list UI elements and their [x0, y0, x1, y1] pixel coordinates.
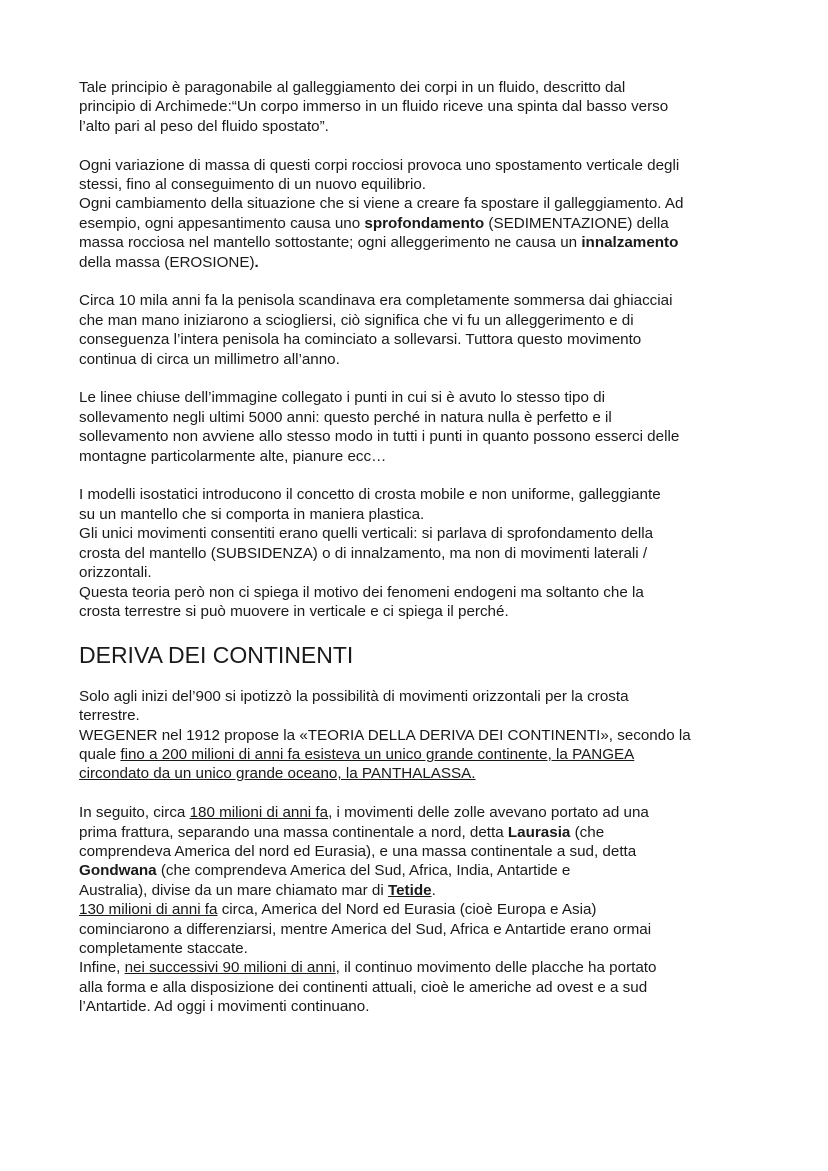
text-run: Australia), divise da un mare chiamato mar di	[79, 881, 388, 899]
text-line: Questa teoria però non ci spiega il motivo dei fenomeni endogeni ma soltanto che la	[79, 583, 644, 601]
underlined-130-million: 130 milioni di anni fa	[79, 901, 218, 919]
underlined-panthalassa: circondato da un unico grande oceano, la PANTHALASSA.	[79, 765, 476, 783]
paragraph-continental-drift	[79, 803, 759, 1016]
bold-underlined-tetide: Tetide	[387, 881, 432, 899]
paragraph-mass-variation	[79, 156, 759, 272]
text-run: esempio, ogni appesantimento causa uno	[79, 214, 365, 232]
text-line: Le linee chiuse dell’immagine collegato i punti in cui si è avuto lo stesso tipo di	[79, 389, 605, 407]
text-line	[79, 233, 759, 252]
text-line: principio di Archimede:“Un corpo immerso in un fluido riceve una spinta dal basso verso	[79, 98, 669, 116]
bold-term-gondwana: Gondwana	[79, 862, 157, 880]
text-line: Ogni cambiamento della situazione che si viene a creare fa spostare il galleggiamento. Ad	[79, 195, 684, 213]
section-heading: DERIVA DEI CONTINENTI	[79, 641, 354, 668]
text-line	[79, 745, 759, 764]
text-line: completamente staccate.	[79, 939, 248, 957]
text-run: (che comprendeva America del Sud, Africa, India, Antartide e	[156, 862, 571, 880]
paragraph-isostatic-models	[79, 485, 759, 621]
paragraph-archimede	[79, 78, 759, 136]
text-line: crosta terrestre si può muovere in verticale e ci spiega il perché.	[79, 602, 509, 620]
text-run: , il continuo movimento delle placche ha portato	[335, 959, 657, 977]
text-run: quale	[79, 745, 121, 763]
underlined-pangea: fino a 200 milioni di anni fa esisteva un unico grande continente, la PANGEA	[120, 745, 635, 763]
text-line	[79, 958, 759, 977]
text-line: orizzontali.	[79, 564, 152, 582]
text-run: Infine,	[79, 959, 125, 977]
text-line: montagne particolarmente alte, pianure ecc…	[79, 447, 387, 465]
text-line	[79, 253, 759, 272]
text-line: comprendeva America del nord ed Eurasia), e una massa continentale a sud, detta	[79, 842, 637, 860]
text-line: alla forma e alla disposizione dei continenti attuali, cioè le americhe ad ovest e a sud	[79, 978, 648, 996]
text-line: conseguenza l’intera penisola ha cominciato a sollevarsi. Tuttora questo movimento	[79, 331, 642, 349]
document-page	[79, 78, 759, 1036]
bold-period: .	[254, 253, 259, 271]
text-line	[79, 823, 759, 842]
text-run: In seguito, circa	[79, 804, 190, 822]
paragraph-wegener	[79, 687, 759, 784]
bold-term-laurasia: Laurasia	[507, 823, 571, 841]
text-run: (SEDIMENTAZIONE) della	[484, 214, 669, 232]
text-line	[79, 803, 759, 822]
text-line: su un mantello che si comporta in maniera plastica.	[79, 505, 425, 523]
text-line	[79, 881, 759, 900]
text-run: prima frattura, separando una massa continentale a nord, detta	[79, 823, 508, 841]
text-run: .	[431, 881, 436, 899]
text-line	[79, 764, 759, 783]
text-line: Ogni variazione di massa di questi corpi rocciosi provoca uno spostamento verticale degli	[79, 156, 680, 174]
text-run: della massa (EROSIONE)	[79, 253, 255, 271]
text-line: stessi, fino al conseguimento di un nuovo equilibrio.	[79, 176, 426, 194]
bold-term-innalzamento: innalzamento	[581, 234, 679, 252]
text-run: , i movimenti delle zolle avevano portato ad una	[328, 804, 649, 822]
text-run: circa, America del Nord ed Eurasia (cioè Europa e Asia)	[217, 901, 597, 919]
text-line: Gli unici movimenti consentiti erano quelli verticali: si parlava di sprofondamento della	[79, 525, 654, 543]
underlined-180-million: 180 milioni di anni fa	[189, 804, 329, 822]
text-line: continua di circa un millimetro all’anno.	[79, 350, 340, 368]
paragraph-closed-lines	[79, 388, 759, 466]
text-line: Circa 10 mila anni fa la penisola scandinava era completamente sommersa dai ghiacciai	[79, 292, 673, 310]
text-line: sollevamento non avviene allo stesso modo in tutti i punti in quanto possono esserci delle	[79, 428, 680, 446]
text-line: l’Antartide. Ad oggi i movimenti continuano.	[79, 998, 370, 1016]
paragraph-scandinavia	[79, 291, 759, 369]
text-line	[79, 900, 759, 919]
text-line: crosta del mantello (SUBSIDENZA) o di innalzamento, ma non di movimenti laterali /	[79, 544, 648, 562]
text-line: WEGENER nel 1912 propose la «TEORIA DELLA DERIVA DEI CONTINENTI», secondo la	[79, 726, 691, 744]
bold-term-sprofondamento: sprofondamento	[364, 214, 485, 232]
text-line: sollevamento negli ultimi 5000 anni: questo perché in natura nulla è perfetto e il	[79, 408, 612, 426]
text-run: (che	[570, 823, 605, 841]
text-line	[79, 861, 759, 880]
text-line: cominciarono a differenziarsi, mentre America del Sud, Africa e Antartide erano ormai	[79, 920, 652, 938]
underlined-90-million: nei successivi 90 milioni di anni	[124, 959, 336, 977]
text-run: massa rocciosa nel mantello sottostante; ogni alleggerimento ne causa un	[79, 234, 582, 252]
text-line: I modelli isostatici introducono il concetto di crosta mobile e non uniforme, galleggiante	[79, 486, 661, 504]
text-line: l’alto pari al peso del fluido spostato”.	[79, 117, 329, 135]
text-line: Tale principio è paragonabile al galleggiamento dei corpi in un fluido, descritto dal	[79, 79, 626, 96]
text-line	[79, 214, 759, 233]
text-line: terrestre.	[79, 707, 140, 725]
text-line: che man mano iniziarono a sciogliersi, ciò significa che vi fu un alleggerimento e di	[79, 311, 634, 329]
text-line: Solo agli inizi del’900 si ipotizzò la possibilità di movimenti orizzontali per la crosta	[79, 687, 629, 705]
